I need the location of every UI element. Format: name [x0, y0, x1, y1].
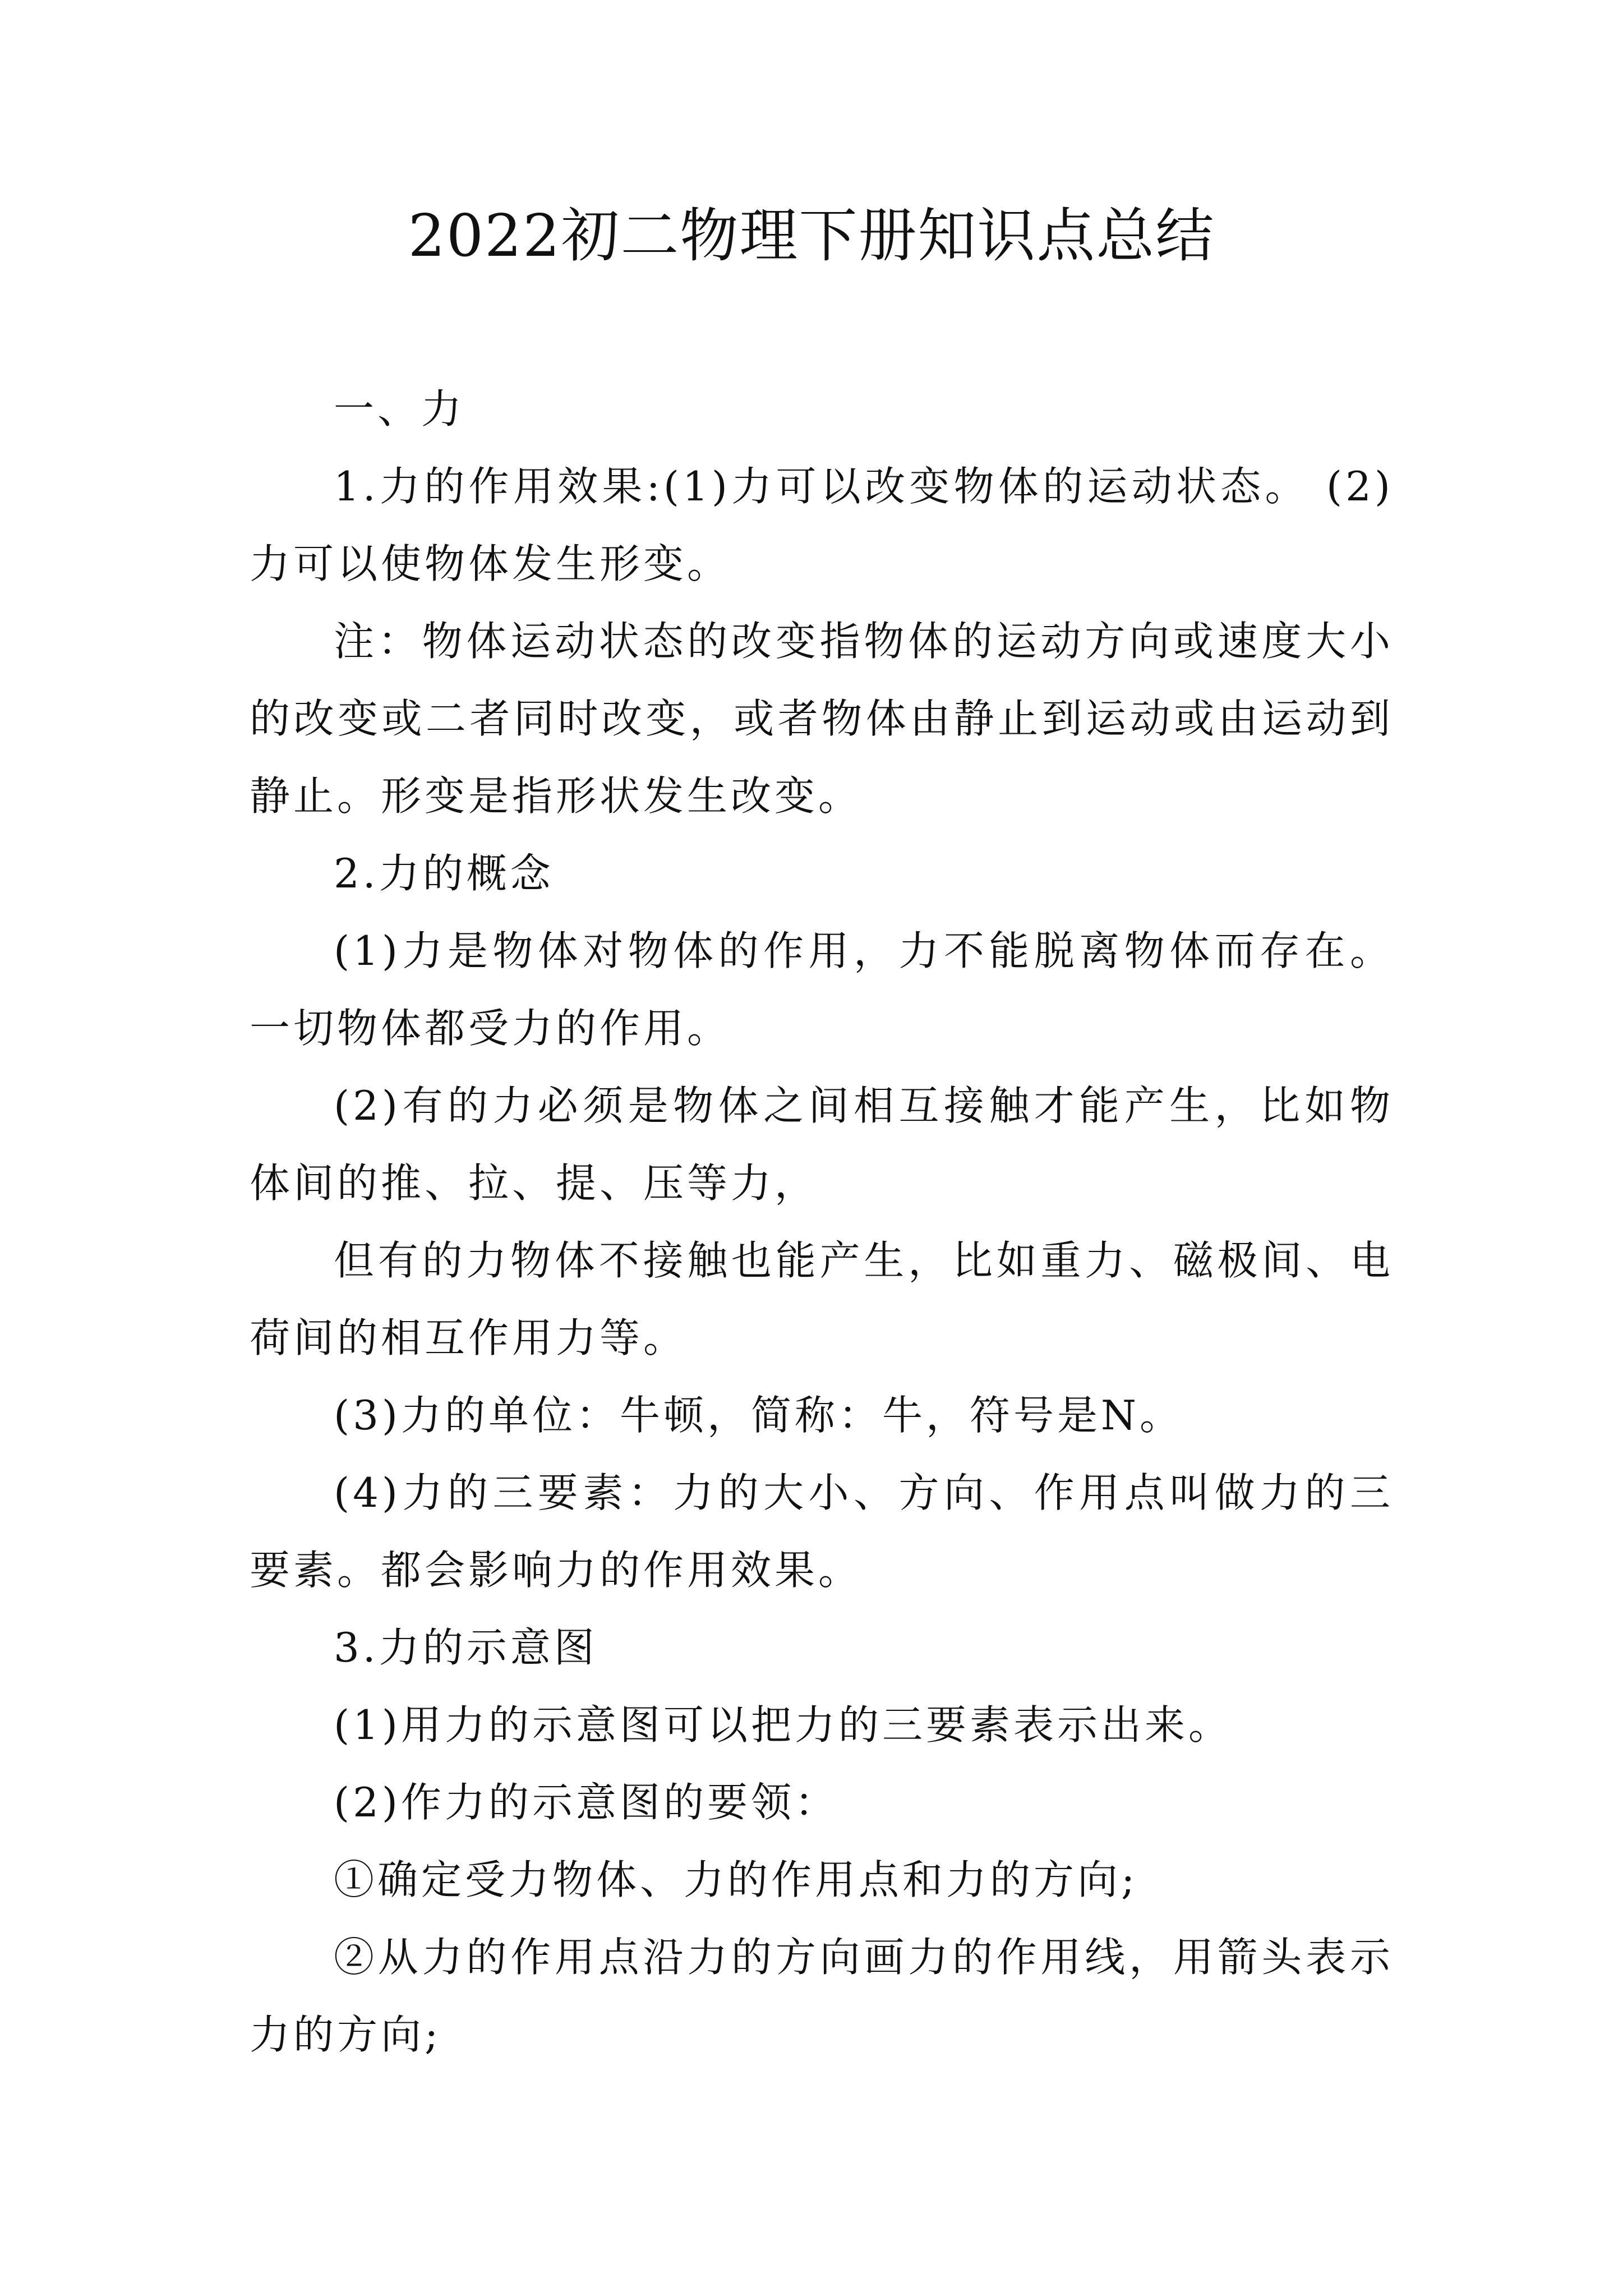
document-body	[250, 370, 1394, 2073]
paragraph-note: 注：物体运动状态的改变指物体的运动方向或速度大小的改变或二者同时改变，或者物体由静止到运动或由运动到静止。形变是指形状发生改变。	[250, 618, 1394, 820]
subheading-force-concept: 2.力的概念	[334, 850, 554, 897]
subheading-force-diagram: 3.力的示意图	[334, 1624, 598, 1671]
paragraph-concept-2: (2)有的力必须是物体之间相互接触才能产生，比如物体间的推、拉、提、压等力，	[250, 1082, 1394, 1207]
paragraph-diagram-step-1: ①确定受力物体、力的作用点和力的方向;	[334, 1856, 1138, 1903]
paragraph-diagram-1: (1)用力的示意图可以把力的三要素表示出来。	[334, 1701, 1232, 1749]
paragraph-concept-4: (4)力的三要素：力的大小、方向、作用点叫做力的三要素。都会影响力的作用效果。	[250, 1469, 1394, 1594]
document-title: 2022初二物理下册知识点总结	[408, 201, 1215, 270]
paragraph-diagram-2: (2)作力的示意图的要领：	[334, 1779, 838, 1826]
paragraph-diagram-step-2: ②从力的作用点沿力的方向画力的作用线，用箭头表示力的方向;	[250, 1934, 1394, 2058]
section-heading-force: 一、力	[334, 385, 465, 432]
paragraph-force-effects: 1.力的作用效果:(1)力可以改变物体的运动状态。 (2)力可以使物体发生形变。	[250, 463, 1394, 587]
paragraph-concept-2-cont: 但有的力物体不接触也能产生，比如重力、磁极间、电荷间的相互作用力等。	[250, 1237, 1394, 1361]
paragraph-concept-1: (1)力是物体对物体的作用，力不能脱离物体而存在。一切物体都受力的作用。	[250, 927, 1394, 1052]
paragraph-concept-3: (3)力的单位：牛顿，简称：牛，符号是N。	[334, 1392, 1183, 1439]
